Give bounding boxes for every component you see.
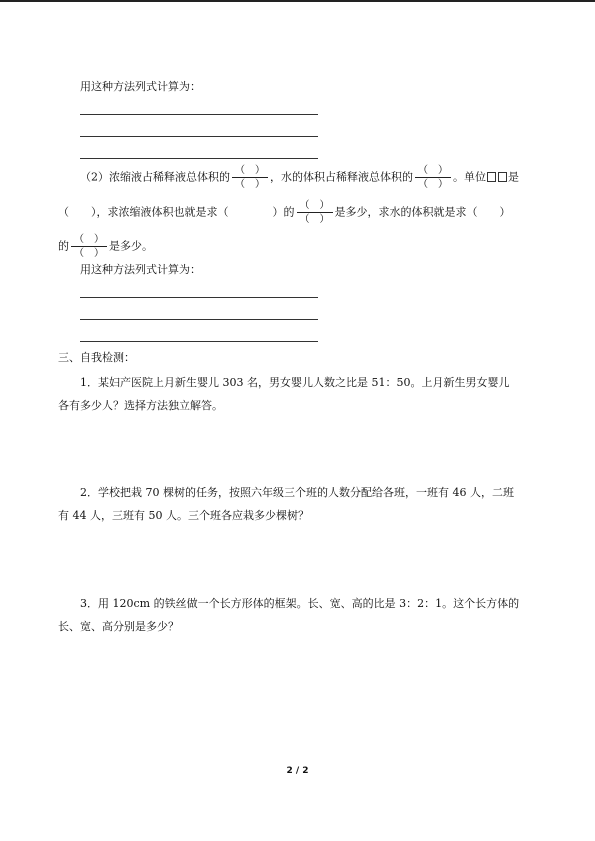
text: 是: [508, 170, 519, 184]
text: 是多少。: [109, 239, 153, 253]
answer-line-6: [80, 341, 318, 342]
text: ，水的体积占稀释液总体积的: [270, 170, 413, 184]
numerator-blank: （ ）: [418, 165, 448, 176]
method-label-2: 用这种方法列式计算为：: [80, 263, 201, 276]
denominator-blank: （ ）: [235, 179, 265, 190]
blank-paren: （ ）: [58, 205, 97, 219]
fraction-blank-1: [231, 164, 269, 191]
text: ，求浓缩液体积也就是求: [96, 205, 218, 219]
fraction-blank-2: [414, 164, 452, 191]
numerator-blank: （ ）: [299, 200, 330, 211]
section-heading: 三、自我检测：: [58, 351, 135, 364]
item-number: （2）: [80, 170, 109, 184]
question-3-line-1: 3．用 120cm 的铁丝做一个长方形体的框架。长、宽、高的比是 3：2：1。这个长方体的: [80, 597, 520, 610]
s2-line-1: [80, 164, 519, 191]
denominator-blank: （ ）: [299, 214, 330, 225]
answer-line-4: [80, 297, 318, 298]
blank-paren: （ ）: [466, 205, 511, 219]
question-2-line-1: 2．学校把栽 70 棵树的任务，按照六年级三个班的人数分配给各班，一班有 46 人，二班: [80, 486, 514, 499]
question-1-line-1: 1．某妇产医院上月新生婴儿 303 名，男女婴儿人数之比是 51：50。上月新生男女婴儿: [80, 376, 510, 389]
square-box-icon: [487, 172, 496, 182]
fraction-blank-4: [70, 233, 108, 260]
answer-line-3: [80, 158, 318, 159]
numerator-blank: （ ）: [235, 165, 265, 176]
s2-line-2: [58, 199, 511, 226]
answer-line-1: [80, 114, 318, 115]
s2-line-3: [58, 233, 153, 260]
square-box-icon: [498, 172, 507, 182]
text: 的: [58, 239, 69, 253]
text: 浓缩液占稀释液总体积的: [109, 170, 230, 184]
denominator-blank: （ ）: [74, 248, 104, 259]
question-3-line-2: 长、宽、高分别是多少？: [58, 620, 179, 633]
blank-paren-wide: （ ）: [217, 205, 284, 219]
text: 的: [283, 205, 295, 219]
numerator-blank: （ ）: [74, 234, 104, 245]
text: 是多少，求水的体积就是求: [334, 205, 467, 219]
fraction-blank-3: [296, 199, 334, 226]
method-label-1: 用这种方法列式计算为：: [80, 80, 201, 93]
denominator-blank: （ ）: [418, 179, 448, 190]
question-2-line-2: 有 44 人，三班有 50 人。三个班各应栽多少棵树？: [58, 509, 309, 522]
answer-line-5: [80, 319, 318, 320]
text: 。单位: [453, 170, 486, 184]
answer-line-2: [80, 136, 318, 137]
question-1-line-2: 各有多少人？选择方法独立解答。: [58, 399, 223, 412]
header-rule: [0, 0, 595, 2]
page-number: 2 / 2: [286, 766, 309, 776]
